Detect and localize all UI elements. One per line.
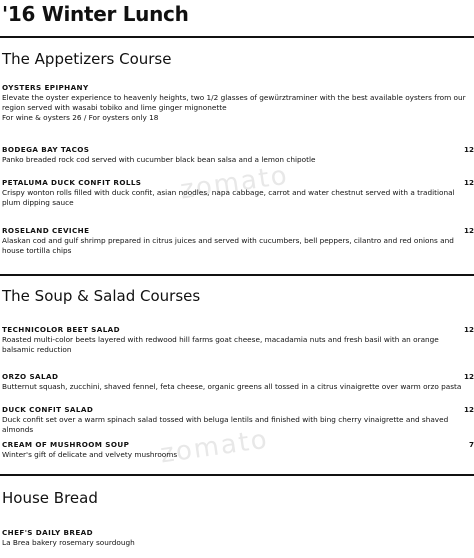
item-name: TECHNICOLOR BEET SALAD (2, 325, 120, 334)
watermark: zomato (178, 160, 291, 206)
divider (0, 36, 474, 38)
item-description: Winter's gift of delicate and velvety mushrooms (2, 450, 178, 459)
item-name: ROSELAND CEVICHE (2, 226, 90, 235)
item-price: 12 (463, 372, 474, 381)
item-description: Butternut squash, zucchini, shaved fennel, feta cheese, organic greens all tossed in a citrus vinaigrette over warm orzo pasta (2, 382, 462, 391)
menu-item (2, 226, 474, 256)
item-name: OYSTERS EPIPHANY (2, 83, 89, 92)
item-name: ORZO SALAD (2, 372, 59, 381)
divider (0, 474, 474, 476)
menu-item (2, 325, 474, 355)
item-description: Elevate the oyster experience to heavenly heights, two 1/2 glasses of gewürztraminer with the best available oysters from our region served with wasabi tobiko and lime ginger mignonette (2, 93, 466, 112)
watermark: zomato (158, 424, 271, 470)
item-price: 12 (463, 405, 474, 414)
section-heading-appetizers: The Appetizers Course (2, 50, 172, 68)
item-price: 7 (468, 440, 474, 449)
menu-item (2, 145, 474, 165)
item-description: Crispy wonton rolls filled with duck confit, asian noodles, napa cabbage, carrot and water chestnut served with a traditional plum dipping sauce (2, 188, 455, 207)
item-name: CHEF'S DAILY BREAD (2, 528, 94, 537)
item-price: 12 (463, 178, 474, 187)
menu-item (2, 440, 474, 460)
item-description: Alaskan cod and gulf shrimp prepared in citrus juices and served with cucumbers, bell peppers, cilantro and red onions and house tortilla chips (2, 236, 454, 255)
menu-item (2, 178, 474, 208)
menu-title: '16 Winter Lunch (2, 2, 189, 26)
item-price: 12 (463, 145, 474, 154)
item-price: 12 (463, 325, 474, 334)
item-price: 12 (463, 226, 474, 235)
item-name: DUCK CONFIT SALAD (2, 405, 94, 414)
item-price-note: For wine & oysters 26 / For oysters only 18 (2, 113, 159, 122)
divider (0, 274, 474, 276)
item-description: Duck confit set over a warm spinach salad tossed with beluga lentils and finished with bing cherry vinaigrette and shaved almonds (2, 415, 449, 434)
item-name: BODEGA BAY TACOS (2, 145, 90, 154)
item-description: La Brea bakery rosemary sourdough (2, 538, 135, 547)
item-description: Panko breaded rock cod served with cucumber black bean salsa and a lemon chipotle (2, 155, 316, 164)
item-description: Roasted multi-color beets layered with redwood hill farms goat cheese, macadamia nuts and fresh basil with an orange balsamic reduction (2, 335, 439, 354)
menu-item (2, 83, 466, 123)
menu-item (2, 405, 474, 435)
menu-item (2, 372, 474, 392)
item-name: CREAM OF MUSHROOM SOUP (2, 440, 130, 449)
section-heading-house-bread: House Bread (2, 489, 98, 507)
section-heading-soup-salad: The Soup & Salad Courses (2, 287, 201, 305)
item-name: PETALUMA DUCK CONFIT ROLLS (2, 178, 142, 187)
menu-item (2, 528, 466, 548)
